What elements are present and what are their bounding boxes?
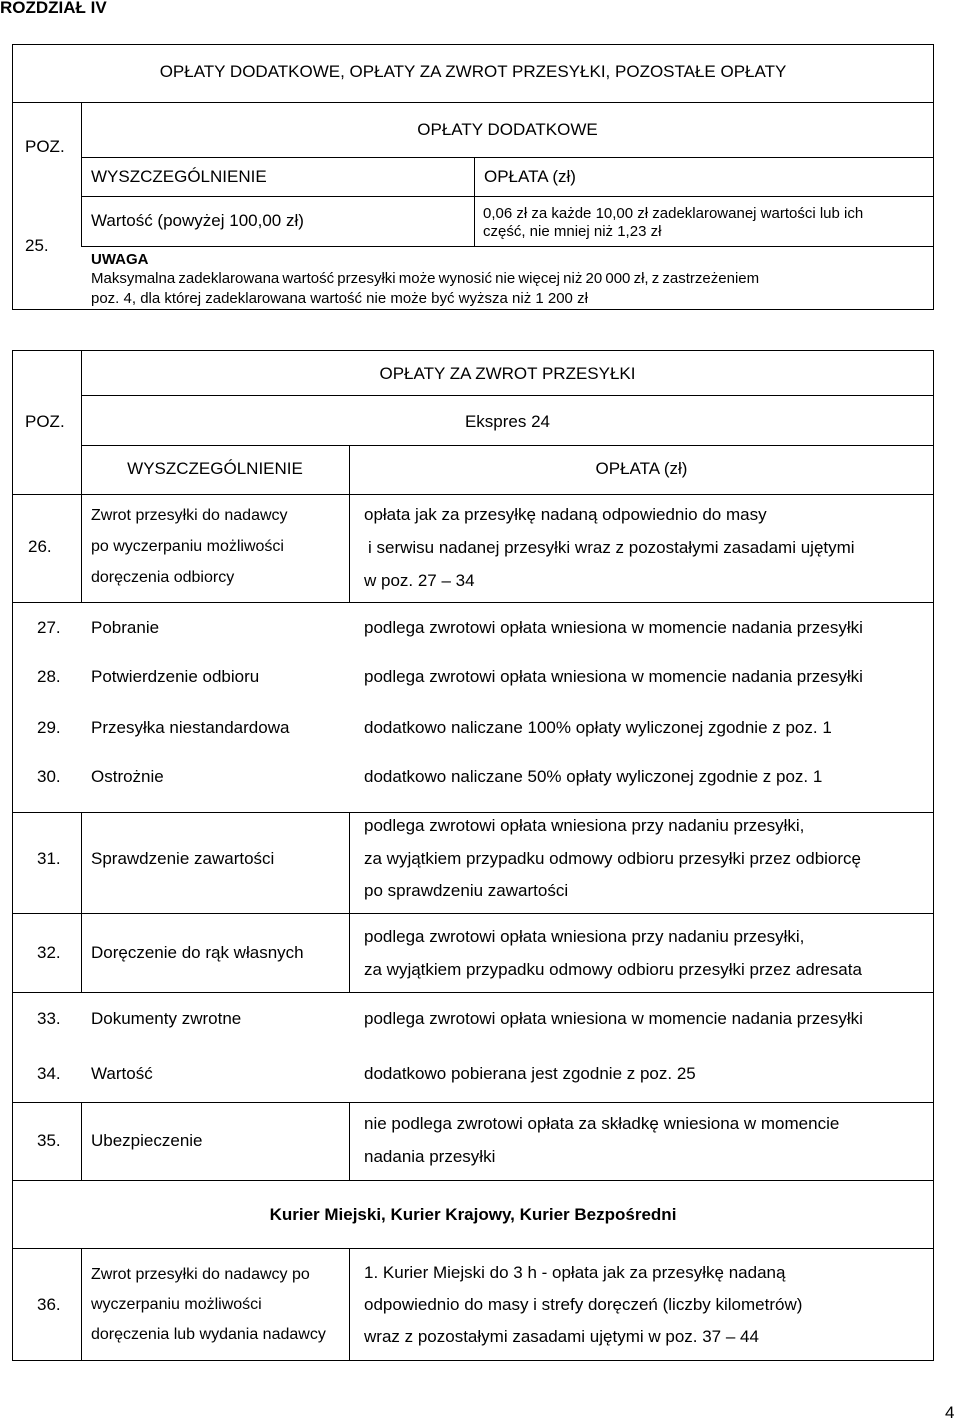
divider — [474, 157, 475, 246]
col-header-specification: WYSZCZEGÓLNIENIE — [127, 459, 303, 478]
row-name: Sprawdzenie zawartości — [91, 849, 275, 868]
col-header-specification: WYSZCZEGÓLNIENIE — [91, 167, 267, 186]
courier-services-title: Kurier Miejski, Kurier Krajowy, Kurier Bezpośredni — [269, 1205, 677, 1224]
row-name: Zwrot przesyłki do nadawcy — [91, 507, 288, 524]
row-fee: podlega zwrotowi opłata wniesiona przy nadaniu przesyłki, — [364, 816, 805, 835]
row-name: Zwrot przesyłki do nadawcy po — [91, 1266, 310, 1283]
divider — [12, 1102, 934, 1103]
row-number: 33. — [37, 1009, 61, 1028]
divider — [349, 1102, 350, 1180]
col-header-fee: OPŁATA (zł) — [484, 167, 576, 186]
row-fee: i serwisu nadanej przesyłki wraz z pozostałymi zasadami ujętymi — [368, 538, 855, 557]
divider — [81, 157, 934, 158]
divider — [81, 812, 82, 992]
row-fee: dodatkowo naliczane 50% opłaty wyliczonej zgodnie z poz. 1 — [364, 767, 823, 786]
row-number: 29. — [37, 718, 61, 737]
row-number: 36. — [37, 1295, 61, 1314]
divider — [12, 494, 934, 495]
row-fee: nadania przesyłki — [364, 1147, 496, 1166]
row-name: Wartość (powyżej 100,00 zł) — [91, 211, 304, 230]
row-fee: za wyjątkiem przypadku odmowy odbioru przesyłki przez adresata — [364, 960, 862, 979]
row-fee: podlega zwrotowi opłata wniesiona w momencie nadania przesyłki — [364, 1009, 863, 1028]
subtitle: OPŁATY DODATKOWE — [417, 120, 598, 139]
row-fee: podlega zwrotowi opłata wniesiona w momencie nadania przesyłki — [364, 618, 863, 637]
row-fee: 1. Kurier Miejski do 3 h - opłata jak za przesyłkę nadaną — [364, 1263, 786, 1282]
divider — [81, 246, 934, 247]
row-fee: dodatkowo naliczane 100% opłaty wyliczonej zgodnie z poz. 1 — [364, 718, 832, 737]
poz-label: POZ. — [25, 137, 65, 156]
row-name: Wartość — [91, 1064, 153, 1083]
row-fee: w poz. 27 – 34 — [364, 571, 475, 590]
row-name: Ubezpieczenie — [91, 1131, 203, 1150]
row-name: doręczenia odbiorcy — [91, 569, 235, 586]
divider — [81, 445, 934, 446]
divider — [81, 395, 934, 396]
divider — [349, 494, 350, 602]
row-fee: podlega zwrotowi opłata wniesiona przy nadaniu przesyłki, — [364, 927, 805, 946]
col-header-fee: OPŁATA (zł) — [595, 459, 688, 478]
divider — [349, 1248, 350, 1361]
row-fee: 0,06 zł za każde 10,00 zł zadeklarowanej wartości lub ich — [483, 205, 864, 222]
row-fee: podlega zwrotowi opłata wniesiona w momencie nadania przesyłki — [364, 667, 863, 686]
row-number: 32. — [37, 943, 61, 962]
divider — [12, 602, 934, 603]
row-number: 34. — [37, 1064, 61, 1083]
chapter-heading: ROZDZIAŁ IV — [0, 0, 107, 17]
row-fee: opłata jak za przesyłkę nadaną odpowiednio do masy — [364, 505, 767, 524]
divider — [81, 1248, 82, 1361]
divider — [12, 1180, 934, 1181]
divider — [81, 196, 934, 197]
note-text: Maksymalna zadeklarowana wartość przesyłki może wynosić nie więcej niż 20 000 zł, z zastrzeżeniem — [91, 270, 760, 287]
divider — [12, 102, 934, 103]
row-fee: część, nie mniej niż 1,23 zł — [483, 223, 662, 240]
note-text: poz. 4, dla której zadeklarowana wartość nie może być wyższa niż 1 200 zł — [91, 290, 588, 307]
row-fee: za wyjątkiem przypadku odmowy odbioru przesyłki przez odbiorcę — [364, 849, 861, 868]
row-name: Dokumenty zwrotne — [91, 1009, 242, 1028]
row-fee: nie podlega zwrotowi opłata za składkę wniesiona w momencie — [364, 1114, 840, 1133]
row-fee: dodatkowo pobierana jest zgodnie z poz. 25 — [364, 1064, 696, 1083]
note-title: UWAGA — [91, 251, 149, 268]
row-number: 35. — [37, 1131, 61, 1150]
row-number: 27. — [37, 618, 61, 637]
row-name: Potwierdzenie odbioru — [91, 667, 260, 686]
divider — [12, 992, 934, 993]
row-fee: odpowiednio do masy i strefy doręczeń (liczby kilometrów) — [364, 1295, 803, 1314]
section-title: OPŁATY DODATKOWE, OPŁATY ZA ZWROT PRZESYŁKI, POZOSTAŁE OPŁATY — [159, 62, 787, 81]
row-name: Ostrożnie — [91, 767, 164, 786]
poz-label: POZ. — [25, 412, 65, 431]
row-name: Pobranie — [91, 618, 160, 637]
row-fee: po sprawdzeniu zawartości — [364, 881, 569, 900]
divider — [12, 1248, 934, 1249]
row-name: po wyczerpaniu możliwości — [91, 538, 284, 555]
service-name: Ekspres 24 — [464, 412, 551, 431]
divider — [12, 913, 934, 914]
row-number: 28. — [37, 667, 61, 686]
section-title: OPŁATY ZA ZWROT PRZESYŁKI — [379, 364, 636, 383]
divider — [12, 812, 934, 813]
divider — [81, 1102, 82, 1180]
page-number: 4 — [945, 1403, 955, 1422]
row-fee: wraz z pozostałymi zasadami ujętymi w poz. 37 – 44 — [364, 1327, 759, 1346]
row-number: 30. — [37, 767, 61, 786]
row-name: Doręczenie do rąk własnych — [91, 943, 304, 962]
divider — [81, 494, 82, 602]
row-number: 31. — [37, 849, 61, 868]
divider — [349, 812, 350, 992]
row-name: Przesyłka niestandardowa — [91, 718, 290, 737]
row-number: 25. — [25, 236, 49, 255]
row-name: doręczenia lub wydania nadawcy — [91, 1326, 326, 1343]
row-name: wyczerpaniu możliwości — [91, 1296, 262, 1313]
row-number: 26. — [28, 537, 52, 556]
